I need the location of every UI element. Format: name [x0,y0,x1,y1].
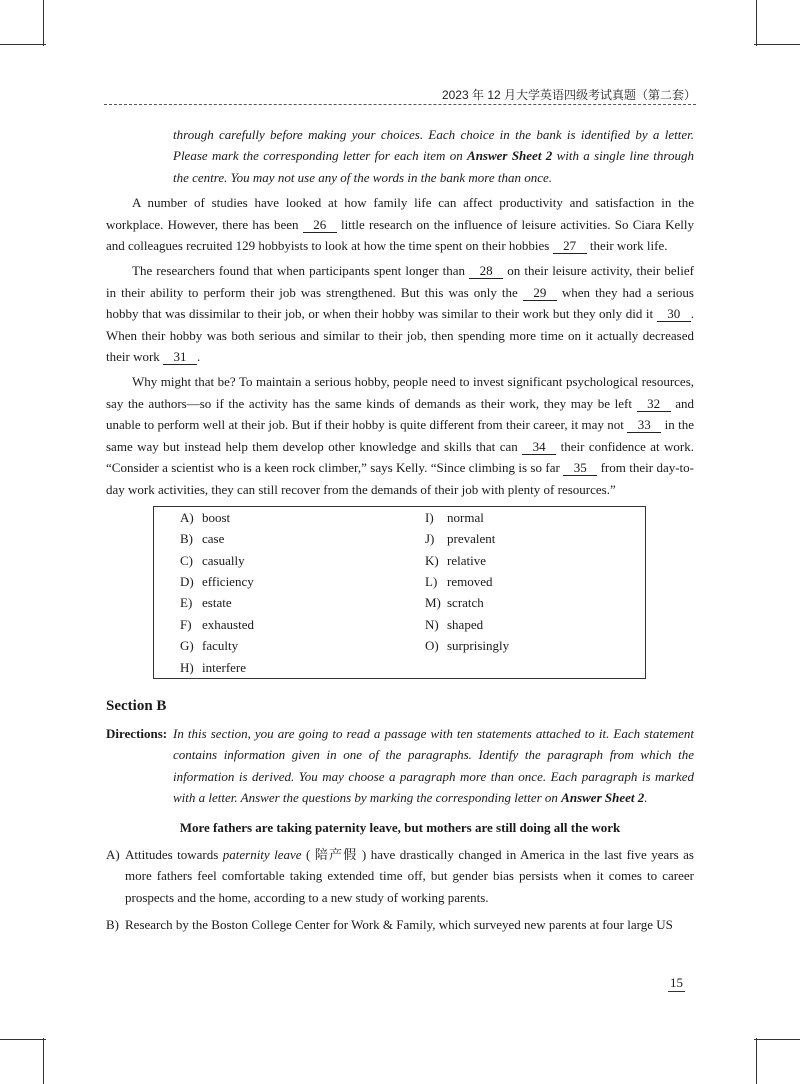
option-letter: J) [425,531,435,547]
word-bank-option [180,592,425,613]
word-bank-option [425,507,645,528]
word-bank-option [180,571,425,592]
crop-mark [0,44,46,45]
option-word: relative [447,552,486,568]
option-word: case [202,531,225,547]
option-word: boost [202,509,231,525]
option-letter: A) [180,509,194,525]
section-b-directions [106,723,694,809]
word-bank-option [180,614,425,635]
page-header: 2023 年 12 月大学英语四级考试真题（第二套） [441,88,696,102]
blank-30: 30 [657,307,691,322]
section-b-title: Section B [106,698,167,715]
option-letter: E) [180,595,193,611]
directions-label: Directions: [106,726,168,742]
item-text: Attitudes towards paternity leave ( 陪产假 ) have drastically changed in America in the last five years as more fathers feel comfortable taking extended time off, but gender bias persists when it comes to career prospects and the home, according to a new study of working parents. [125,847,694,905]
page-number: 15 [670,975,683,990]
blank-35: 35 [563,461,597,476]
option-letter: K) [425,552,439,568]
passage-item-b [106,914,694,935]
blank-33: 33 [627,418,661,433]
word-bank-option [180,657,425,678]
directions-continuation: through carefully before making your choices. Each choice in the bank is identified by a letter. Please mark the corresponding letter for each item on Answer Sheet 2 with a single line through the centre. You may not use any of the words in the bank more than once. [173,127,694,185]
passage-paragraph-2: The researchers found that when participants spent longer than 28 on their leisure activity, their belief in their ability to perform their job was strengthened. But this was only the 29 when they had a serious hobby that was dissimilar to their job, or when their hobby was similar to their work but they only did it 30 . When their hobby was both serious and similar to their job, then spending more time on it actually decreased their work 31 . [106,263,694,365]
item-letter: A) [106,847,120,863]
blank-27: 27 [553,239,587,254]
page-content [106,124,694,936]
option-word: shaped [447,616,484,632]
answer-sheet-ref: Answer Sheet 2 [561,790,645,806]
option-letter: D) [180,574,194,590]
header-divider [104,104,696,105]
blank-28: 28 [469,264,503,279]
word-bank-option [180,635,425,656]
crop-mark [754,44,800,45]
option-word: removed [447,574,493,590]
crop-mark [756,1038,757,1084]
word-bank-option [425,571,645,592]
option-word: prevalent [447,531,496,547]
answer-sheet-ref: Answer Sheet 2 [467,148,553,164]
item-letter: B) [106,917,119,933]
option-letter: C) [180,552,193,568]
passage-paragraph-1: A number of studies have looked at how family life can affect productivity and satisfaction in the workplace. However, there has been 26 little research on the influence of leisure activities. So Ciara Kelly and colleagues recruited 129 hobbyists to look at how the time spent on their hobbies 27 their work life. [106,195,694,254]
word-bank-option [425,614,645,635]
passage-title: More fathers are taking paternity leave, but mothers are still doing all the work [179,819,621,835]
option-letter: O) [425,638,439,654]
option-letter: L) [425,574,438,590]
term-paternity-leave: paternity leave [222,847,302,863]
crop-mark [43,1038,44,1084]
word-bank-option [425,635,645,656]
option-letter: H) [180,659,194,675]
item-text: Research by the Boston College Center for Work & Family, which surveyed new parents at four large US [125,917,673,933]
directions-text: In this section, you are going to read a passage with ten statements attached to it. Each statement contains information given in one of the paragraphs. Identify the paragraph from which the information is derived. You may choose a paragraph more than once. Each paragraph is marked with a letter. Answer the questions by marking the corresponding letter on Answer Sheet 2. [173,726,694,806]
option-letter: B) [180,531,193,547]
blank-31: 31 [163,350,197,365]
blank-26: 26 [303,218,337,233]
word-bank-option [425,550,645,571]
blank-29: 29 [523,286,557,301]
option-letter: G) [180,638,194,654]
crop-mark [0,1039,46,1040]
word-bank-option [180,528,425,549]
option-word: surprisingly [447,638,510,654]
option-letter: M) [425,595,441,611]
option-letter: N) [425,616,439,632]
option-word: interfere [202,659,247,675]
passage-paragraph-3: Why might that be? To maintain a serious hobby, people need to invest significant psychological resources, say the authors—so if the activity has the same kinds of demands as their work, they may be left 32 and unable to perform well at their job. But if their hobby is quite different from their career, it may not 33 in the same way but instead help them develop other knowledge and skills that can 34 their confidence at work. “Consider a scientist who is a keen rock climber,” says Kelly. “Since climbing is so far 35 from their day-to-day work activities, they can still recover from the demands of their job with plenty of resources.” [106,374,695,497]
chinese-gloss: ( 陪产假 ) [301,847,371,863]
option-word: casually [202,552,245,568]
option-letter: I) [425,509,434,525]
option-word: exhausted [202,616,254,632]
option-word: faculty [202,638,239,654]
option-word: estate [202,595,232,611]
word-bank [153,506,646,679]
crop-mark [756,0,757,46]
word-bank-option [425,592,645,613]
crop-mark [754,1039,800,1040]
passage-item-a [106,844,694,908]
option-word: efficiency [202,574,254,590]
blank-34: 34 [522,440,556,455]
option-letter: F) [180,616,192,632]
word-bank-option [180,507,425,528]
word-bank-option [180,550,425,571]
blank-32: 32 [637,397,671,412]
option-word: normal [447,509,484,525]
word-bank-option [425,528,645,549]
option-word: scratch [447,595,484,611]
crop-mark [43,0,44,46]
